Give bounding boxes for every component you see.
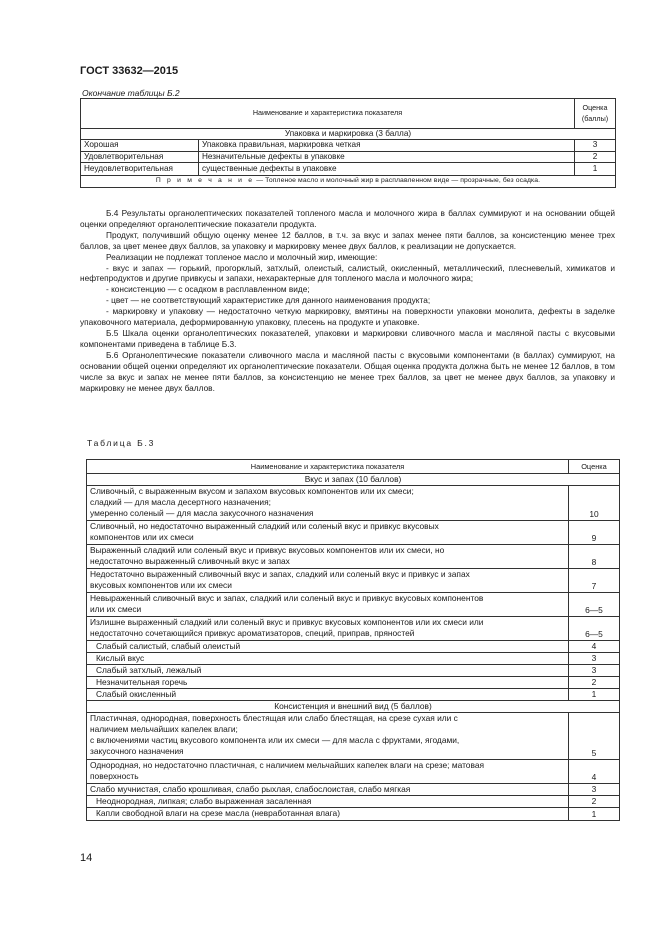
table-row <box>87 617 620 641</box>
row-desc-line: Невыраженный сливочный вкус и запах, сладкий или соленый вкус и привкус вкусовых компонентов <box>90 593 484 603</box>
row-desc-line: Излишне выраженный сладкий или соленый вкус и привкус вкусовых компонентов или их смеси или <box>90 617 484 627</box>
row-desc-line: компонентов или их смеси <box>90 532 194 542</box>
table-b3-section: Консистенция и внешний вид (5 баллов) <box>87 701 620 713</box>
row-desc-line: Однородная, но недостаточно пластичная, с наличием мельчайших капелек влаги на срезе; матовая <box>90 760 485 770</box>
row-desc <box>87 808 569 821</box>
row-desc-line: или их смеси <box>90 604 142 614</box>
page-number: 14 <box>80 852 93 864</box>
paragraph: - консистенцию — с осадком в расплавленном виде; <box>106 284 310 295</box>
row-score: 6—5 <box>569 593 620 617</box>
row-level: Хорошая <box>81 140 199 151</box>
row-desc <box>87 486 569 521</box>
paragraph: Реализации не подлежат топленое масло и молочный жир, имеющие: <box>106 251 378 262</box>
row-score: 6—5 <box>569 617 620 641</box>
table-row <box>87 784 620 796</box>
row-desc-line: с включениями частиц вкусового компонента или их смеси — для масла с фруктами, ягодами, <box>90 735 460 745</box>
row-desc <box>87 760 569 784</box>
note-text: — Топленое масло и молочный жир в расплавленном виде — прозрачные, без осадка. <box>254 177 541 185</box>
row-desc <box>87 796 569 808</box>
table-b3-col-score: Оценка <box>569 460 620 474</box>
row-desc <box>87 665 569 677</box>
row-score: 1 <box>569 689 620 701</box>
row-desc-line: Слабый салистый, слабый олеистый <box>96 641 241 651</box>
row-desc-line: закусочного назначения <box>90 746 184 756</box>
table-b2-col-score <box>575 99 616 129</box>
paragraph: - вкус и запах — горький, прогорклый, затхлый, олеистый, салистый, окисленный, металлический, плесневелый, химикатов и нефтепродуктов и другие привкусы и запахи, нехарактерные для топленого масла и молочного жира; <box>80 262 615 284</box>
row-score: 9 <box>569 521 620 545</box>
row-level: Удовлетворительная <box>81 151 199 162</box>
table-b2-col-name: Наименование и характеристика показателя <box>81 99 575 129</box>
table-row <box>87 569 620 593</box>
table-b2 <box>80 98 616 188</box>
row-score: 3 <box>569 665 620 677</box>
paragraph: Б.6 Органолептические показатели сливочного масла и масляной пасты с вкусовыми компонентами (в баллах) суммируют, на основании общей оценки определяют их органолептические показатели. Общая оценка продукта должна быть не менее 12 баллов, в том числе за вкус и запах не менее пяти баллов, за консистенцию не менее трех баллов, за цвет не менее двух баллов, за упаковку и маркировку не менее двух баллов. <box>80 349 615 393</box>
row-score: 1 <box>569 808 620 821</box>
table-b2-caption: Окончание таблицы Б.2 <box>82 88 180 98</box>
table-row <box>87 593 620 617</box>
table-b3-caption: Таблица Б.3 <box>87 438 156 448</box>
table-row <box>87 677 620 689</box>
row-score: 2 <box>569 796 620 808</box>
row-score: 1 <box>575 163 616 176</box>
table-row <box>87 808 620 821</box>
row-desc <box>87 545 569 569</box>
row-score: 4 <box>569 760 620 784</box>
paragraph: - цвет — не соответствующий характеристике для данного наименования продукта; <box>106 295 431 306</box>
doc-header: ГОСТ 33632—2015 <box>80 65 179 77</box>
score-header-line1: Оценка <box>582 103 608 113</box>
row-desc-line: Выраженный сладкий или соленый вкус и привкус вкусовых компонентов или их смеси, но <box>90 545 445 555</box>
row-score: 3 <box>575 140 616 151</box>
row-desc-line: сладкий — для масла десертного назначения; <box>90 497 271 507</box>
row-desc-line: Слабый затхлый, лежалый <box>96 665 202 675</box>
row-desc-line: Капли свободной влаги на срезе масла (невработанная влага) <box>96 808 340 818</box>
table-row <box>87 653 620 665</box>
row-desc-line: недостаточно выраженный сливочный вкус и запах <box>90 556 290 566</box>
table-b3 <box>86 459 620 821</box>
row-desc-line: Неоднородная, липкая; слабо выраженная засаленная <box>96 796 312 806</box>
row-score: 8 <box>569 545 620 569</box>
row-desc <box>87 641 569 653</box>
row-desc-line: наличием мельчайших капелек влаги; <box>90 724 238 734</box>
row-score: 3 <box>569 653 620 665</box>
table-b3-section: Вкус и запах (10 баллов) <box>87 474 620 486</box>
paragraph: Б.4 Результаты органолептических показателей топленого масла и молочного жира в баллах суммируют и на основании общей оценки определяют органолептические показатели продукта. <box>80 208 615 229</box>
row-desc <box>87 689 569 701</box>
row-score: 7 <box>569 569 620 593</box>
table-row <box>87 665 620 677</box>
table-row <box>87 521 620 545</box>
table-row <box>87 641 620 653</box>
row-desc-line: умеренно соленый — для масла закусочного назначения <box>90 508 314 518</box>
row-desc-line: Сливочный, но недостаточно выраженный сладкий или соленый вкус и привкус вкусовых <box>90 521 439 531</box>
row-desc-line: Сливочный, с выраженным вкусом и запахом вкусовых компонентов или их смеси; <box>90 486 414 496</box>
table-row <box>87 689 620 701</box>
score-header-line2: (баллы) <box>581 113 609 123</box>
note-label: П р и м е ч а н и е <box>155 177 255 185</box>
row-desc <box>87 653 569 665</box>
row-desc: Упаковка правильная, маркировка четкая <box>199 140 575 151</box>
row-desc <box>87 521 569 545</box>
row-score: 2 <box>569 677 620 689</box>
row-desc-line: Недостаточно выраженный сливочный вкус и запах, сладкий или соленый вкус и привкус и запах <box>90 569 470 579</box>
row-desc <box>87 677 569 689</box>
body-text <box>80 208 615 393</box>
row-desc-line: поверхность <box>90 771 139 781</box>
row-desc: Незначительные дефекты в упаковке <box>199 151 575 162</box>
table-b3-col-name: Наименование и характеристика показателя <box>87 460 569 474</box>
table-row <box>87 760 620 784</box>
paragraph: - маркировку и упаковку — недостаточно четкую маркировку, вмятины на поверхности упаковки монолита, дефекты в заделке упаковочного материала, деформированную упаковку, плесень на продукте и упаковке. <box>80 306 615 328</box>
table-row <box>87 796 620 808</box>
row-desc-line: Слабо мучнистая, слабо крошливая, слабо рыхлая, слабослоистая, слабо мягкая <box>90 784 411 794</box>
row-desc-line: Кислый вкус <box>96 653 145 663</box>
row-score: 4 <box>569 641 620 653</box>
row-desc-line: Слабый окисленный <box>96 689 177 699</box>
row-desc <box>87 617 569 641</box>
paragraph: Б.5 Шкала оценки органолептических показателей, упаковки и маркировки сливочного масла и масляной пасты с вкусовыми компонентами приведена в таблице Б.3. <box>80 327 615 349</box>
row-desc <box>87 593 569 617</box>
table-b2-note <box>81 176 616 187</box>
table-row <box>87 545 620 569</box>
row-desc-line: Пластичная, однородная, поверхность блестящая или слабо блестящая, на срезе сухая или с <box>90 713 458 723</box>
row-desc <box>87 784 569 796</box>
paragraph: Продукт, получивший общую оценку менее 12 баллов, в т.ч. за вкус и запах менее пяти баллов, за консистенцию менее трех баллов, за цвет менее двух баллов, за упаковку и маркировку менее двух баллов, к реализации не допускается. <box>80 229 615 251</box>
row-score: 2 <box>575 151 616 162</box>
row-desc-line: Незначительная горечь <box>96 677 188 687</box>
row-score: 5 <box>569 713 620 760</box>
table-row <box>87 486 620 521</box>
row-desc <box>87 713 569 760</box>
row-desc-line: недостаточно сочетающийся привкус ароматизаторов, специй, приправ, пряностей <box>90 628 415 638</box>
table-b2-section: Упаковка и маркировка (3 балла) <box>81 129 616 140</box>
row-desc <box>87 569 569 593</box>
row-desc-line: вкусовых компонентов или их смеси <box>90 580 232 590</box>
table-row <box>87 713 620 760</box>
row-score: 3 <box>569 784 620 796</box>
row-desc: существенные дефекты в упаковке <box>199 163 575 176</box>
row-score: 10 <box>569 486 620 521</box>
row-level: Неудовлетворительная <box>81 163 199 176</box>
